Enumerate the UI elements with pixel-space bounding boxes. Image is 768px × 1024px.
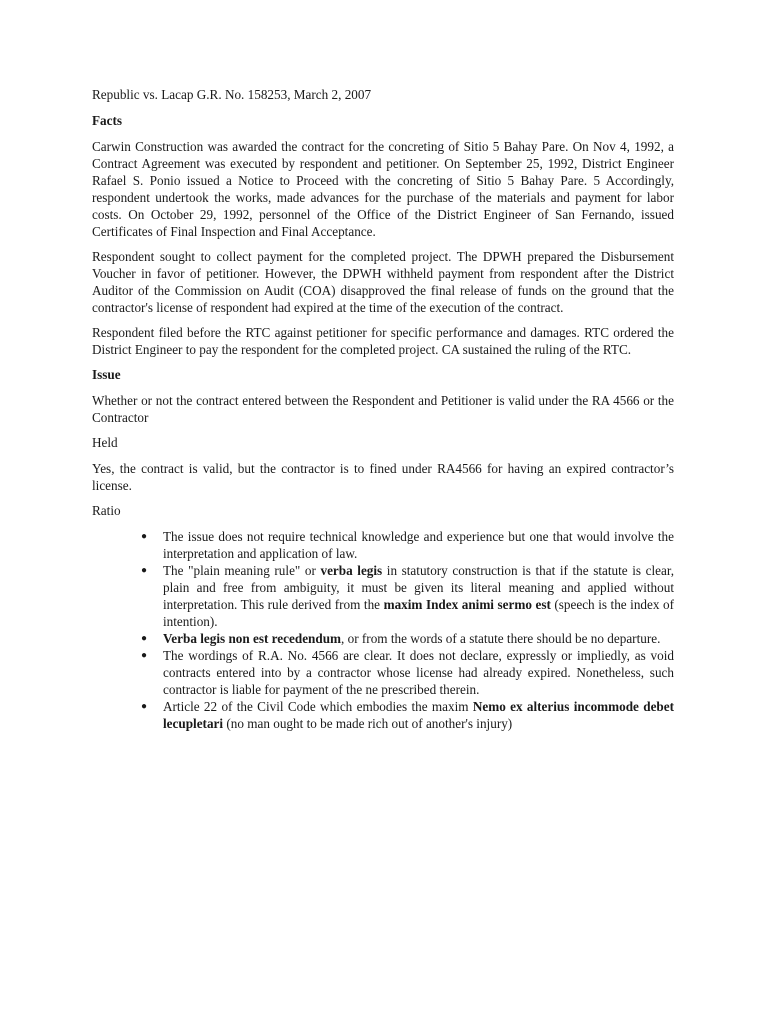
ratio-item-3-term: Verba legis non est recedendum [163,631,342,646]
facts-heading: Facts [92,113,123,128]
ratio-item-5 [92,698,674,732]
facts-paragraph-2: Respondent sought to collect payment for the completed project. The DPWH prepared the Disbursement Voucher in favor of petitioner. However, the DPWH withheld payment from respondent after the District Auditor of the Commission on Audit (COA) disapproved the final release of funds on the ground that the contractor's license of respondent had expired at the time of the execution of the contract. [92,249,674,315]
ratio-list [92,528,674,732]
issue-heading: Issue [92,367,121,382]
facts-paragraph-1: Carwin Construction was awarded the contract for the concreting of Sitio 5 Bahay Pare. On Nov 4, 1992, a Contract Agreement was executed by respondent and petitioner. On September 25, 1992, District Engineer Rafael S. Ponio issued a Notice to Proceed with the concreting of Sitio 5 Bahay Pare. 5 Accordingly, respondent undertook the works, made advances for the purchase of the materials and payment for labor costs. On October 29, 1992, personnel of the Office of the District Engineer of San Fernando, issued Certificates of Final Inspection and Final Acceptance. [92,139,674,239]
ratio-item-5-maxim: Nemo ex alterius incommode debet lecupletari [163,699,675,731]
ratio-item-2-text-e: (speech is the index of intention). [163,597,674,629]
bullet-icon: ● [141,701,148,712]
ratio-item-2 [92,562,674,630]
issue-text: Whether or not the contract entered between the Respondent and Petitioner is valid under the RA 4566 or the Contractor [92,393,674,425]
document-page [92,86,674,732]
ratio-item-2-term: verba legis [320,563,383,578]
bullet-icon: ● [141,531,148,542]
ratio-item-1 [92,528,674,562]
ratio-item-2-text-a: The "plain meaning rule" or [163,563,321,578]
bullet-icon: ● [141,565,148,576]
held-heading: Held [92,435,118,450]
held-text: Yes, the contract is valid, but the contractor is to fined under RA4566 for having an expired contractor’s license. [92,461,674,493]
ratio-item-5-text-c: (no man ought to be made rich out of another's injury) [223,716,513,731]
ratio-item-3 [92,630,674,647]
ratio-item-4 [92,647,674,698]
ratio-item-3-text: , or from the words of a statute there should be no departure. [341,631,661,646]
ratio-item-2-maxim: maxim Index animi sermo est [383,597,551,612]
bullet-icon: ● [141,633,148,644]
ratio-heading: Ratio [92,503,121,518]
bullet-icon: ● [141,650,148,661]
ratio-item-2-text-c: in statutory construction is that if the statute is clear, plain and free from ambiguity, it must be given its literal meaning and applied without interpretation. This rule derived from the [163,563,674,612]
facts-paragraph-3: Respondent filed before the RTC against petitioner for specific performance and damages. RTC ordered the District Engineer to pay the respondent for the completed project. CA sustained the ruling of the RTC. [92,325,674,357]
ratio-item-5-text-a: Article 22 of the Civil Code which embodies the maxim [163,699,473,714]
ratio-item-4-text: The wordings of R.A. No. 4566 are clear. It does not declare, expressly or impliedly, as void contracts entered into by a contractor whose license had already expired. Nonetheless, such contractor is liable for payment of the ne prescribed therein. [163,648,674,697]
ratio-item-1-text: The issue does not require technical knowledge and experience but one that would involve the interpretation and application of law. [163,529,674,561]
case-title: Republic vs. Lacap G.R. No. 158253, March 2, 2007 [92,87,372,102]
